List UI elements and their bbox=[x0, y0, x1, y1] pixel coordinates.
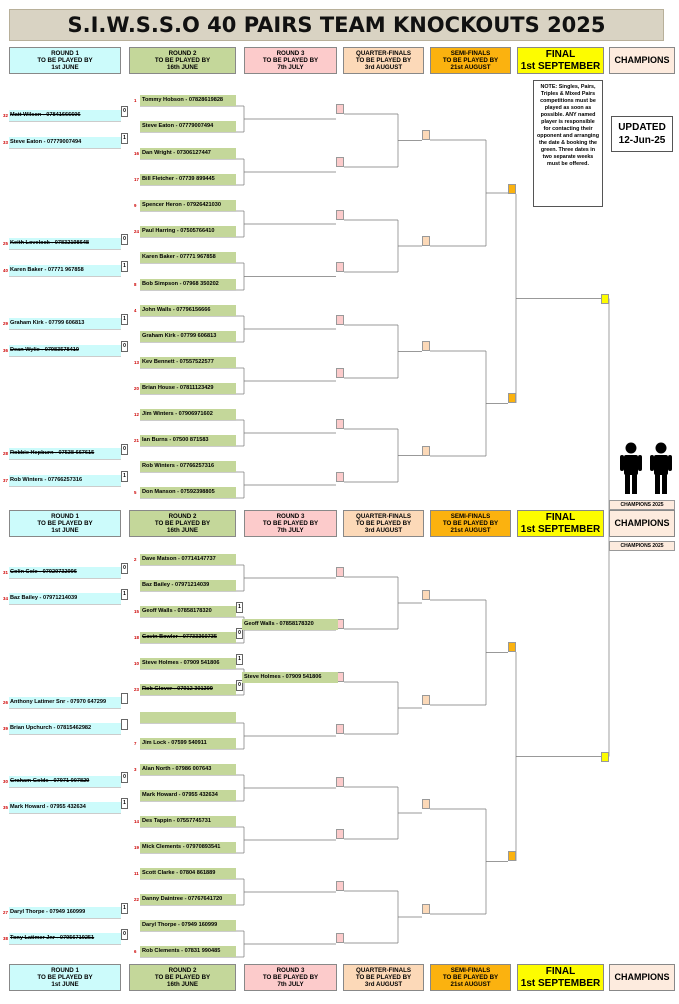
header-round3 bbox=[244, 964, 337, 991]
header-final bbox=[517, 510, 604, 537]
round3-slot bbox=[336, 777, 344, 787]
header-round2 bbox=[129, 47, 236, 74]
score-box: 0 bbox=[121, 106, 128, 117]
header-champions: CHAMPIONS bbox=[609, 510, 675, 537]
header-line: ROUND 2 bbox=[168, 512, 197, 520]
round1-player: Robbie Hepburn - 07538 667615 bbox=[9, 448, 121, 459]
seed-number: 13 bbox=[134, 360, 139, 365]
round2-player: John Walls - 07796156666 bbox=[140, 305, 236, 316]
seed-number: 21 bbox=[134, 438, 139, 443]
seed-number: 10 bbox=[134, 661, 139, 666]
semi-final-slot bbox=[508, 851, 516, 861]
round1-player: Dean Wylie - 07983578419 bbox=[9, 345, 121, 356]
score-box bbox=[121, 693, 128, 704]
rules-note: NOTE: Singles, Pairs, Triples & Mixed Pairs competitions must be played as soon as possible. ANY named player is responsible for contacting their opponent and arranging the date & booking the green. Three dates in two separate weeks must be offered. bbox=[533, 80, 603, 207]
round2-player: Geoff Walls - 07858178320 bbox=[140, 606, 236, 617]
header-line: FINAL bbox=[545, 966, 576, 977]
round2-player: Tommy Hobson - 07828619828 bbox=[140, 95, 236, 106]
champions-2025-label: CHAMPIONS 2025 bbox=[609, 500, 675, 510]
seed-number: 8 bbox=[134, 282, 137, 287]
header-line: 1st JUNE bbox=[51, 64, 79, 72]
round2-player: Kev Bennett - 07557522577 bbox=[140, 357, 236, 368]
seed-number: 20 bbox=[134, 386, 139, 391]
header-sf bbox=[430, 47, 511, 74]
round1-player: Keith Lovelock - 07832198648 bbox=[9, 238, 121, 249]
header-line: TO BE PLAYED BY bbox=[262, 519, 319, 527]
header-final bbox=[517, 964, 604, 991]
header-round1 bbox=[9, 510, 121, 537]
round3-player: Geoff Walls - 07858178320 bbox=[242, 619, 338, 630]
round2-player: Spencer Heron - 07926421030 bbox=[140, 200, 236, 211]
seed-number: 34 bbox=[3, 596, 8, 601]
seed-number: 29 bbox=[3, 321, 8, 326]
round2-player: Baz Bailey - 07971214039 bbox=[140, 580, 236, 591]
seed-number: 33 bbox=[3, 140, 8, 145]
header-line: ROUND 1 bbox=[51, 966, 79, 974]
round2-player: Jim Lock - 07599 540911 bbox=[140, 738, 236, 749]
header-round3 bbox=[244, 47, 337, 74]
round2-player: Bill Fletcher - 07739 899445 bbox=[140, 174, 236, 185]
quarter-final-slot bbox=[422, 236, 430, 246]
round2-player: Steve Holmes - 07909 541806 bbox=[140, 658, 236, 669]
round2-player: Alan North - 07986 007643 bbox=[140, 764, 236, 775]
quarter-final-slot bbox=[422, 446, 430, 456]
round1-player: Colin Cole - 07929732996 bbox=[9, 567, 121, 578]
header-qf bbox=[343, 964, 424, 991]
round2-player: Jim Winters - 07906971602 bbox=[140, 409, 236, 420]
round2-player: Steve Eaton - 07779007494 bbox=[140, 121, 236, 132]
seed-number: 14 bbox=[134, 819, 139, 824]
header-line: TO BE PLAYED BY bbox=[37, 973, 93, 981]
header-line: ROUND 3 bbox=[276, 966, 305, 974]
header-line: 1st SEPTEMBER bbox=[520, 60, 601, 72]
round1-player: Graham Kirk - 07799 606813 bbox=[9, 318, 121, 329]
updated-date: 12-Jun-25 bbox=[618, 135, 666, 146]
seed-number: 38 bbox=[3, 936, 8, 941]
header-line: TO BE PLAYED BY bbox=[442, 973, 499, 981]
score-box: 1 bbox=[121, 798, 128, 809]
round3-slot bbox=[336, 472, 344, 482]
round2-player: Karen Baker - 07771 967858 bbox=[140, 252, 236, 263]
header-line: 16th JUNE bbox=[167, 981, 198, 989]
round1-player: Graham Golds - 07971 007829 bbox=[9, 776, 121, 787]
header-champions: CHAMPIONS bbox=[609, 47, 675, 74]
semi-final-slot bbox=[508, 642, 516, 652]
header-qf bbox=[343, 510, 424, 537]
seed-number: 32 bbox=[3, 113, 8, 118]
score-box: 0 bbox=[121, 234, 128, 245]
header-line: ROUND 1 bbox=[51, 49, 79, 57]
header-line: 7th JULY bbox=[277, 527, 304, 535]
header-line: 7th JULY bbox=[277, 64, 304, 72]
seed-number: 18 bbox=[134, 635, 139, 640]
champions-2025-label-bottom: CHAMPIONS 2025 bbox=[609, 541, 675, 551]
header-final bbox=[517, 47, 604, 74]
seed-number: 22 bbox=[134, 897, 139, 902]
header-line: 1st JUNE bbox=[51, 527, 79, 535]
round2-player: Paul Harring - 07505766410 bbox=[140, 226, 236, 237]
round1-player: Baz Bailey - 07971214039 bbox=[9, 593, 121, 604]
seed-number: 27 bbox=[3, 910, 8, 915]
seed-number: 37 bbox=[3, 478, 8, 483]
header-line: SEMI-FINALS bbox=[450, 512, 491, 520]
header-line: TO BE PLAYED BY bbox=[37, 519, 93, 527]
header-line: SEMI-FINALS bbox=[450, 966, 491, 974]
seed-number: 11 bbox=[134, 871, 139, 876]
seed-number: 5 bbox=[134, 490, 137, 495]
quarter-final-slot bbox=[422, 904, 430, 914]
round2-player: Brian House - 07811123429 bbox=[140, 383, 236, 394]
header-line: 21st AUGUST bbox=[450, 527, 491, 535]
seed-number: 39 bbox=[3, 726, 8, 731]
header-line: 16th JUNE bbox=[167, 64, 198, 72]
seed-number: 24 bbox=[134, 229, 139, 234]
round3-slot bbox=[336, 210, 344, 220]
header-line: QUARTER-FINALS bbox=[356, 49, 411, 57]
header-line: TO BE PLAYED BY bbox=[355, 973, 412, 981]
seed-number: 40 bbox=[3, 268, 8, 273]
header-line: 3rd AUGUST bbox=[364, 527, 403, 535]
header-line: QUARTER-FINALS bbox=[356, 966, 411, 974]
score-box: 0 bbox=[121, 772, 128, 783]
quarter-final-slot bbox=[422, 590, 430, 600]
round2-player: Gavin Bowler - 07733360735 bbox=[140, 632, 236, 643]
score-box: 1 bbox=[236, 654, 243, 665]
final-slot bbox=[601, 752, 609, 762]
champions-people-icon bbox=[615, 441, 677, 495]
round3-slot bbox=[336, 567, 344, 577]
round2-player: Mick Clements - 07970893541 bbox=[140, 842, 236, 853]
header-line: TO BE PLAYED BY bbox=[442, 519, 499, 527]
round3-slot bbox=[336, 829, 344, 839]
round3-slot bbox=[336, 368, 344, 378]
header-line: 7th JULY bbox=[277, 981, 304, 989]
header-line: FINAL bbox=[545, 512, 576, 523]
header-line: 3rd AUGUST bbox=[364, 981, 403, 989]
header-round2 bbox=[129, 964, 236, 991]
seed-number: 12 bbox=[134, 412, 139, 417]
seed-number: 7 bbox=[134, 741, 137, 746]
header-round1 bbox=[9, 47, 121, 74]
semi-final-slot bbox=[508, 184, 516, 194]
updated-box bbox=[611, 116, 673, 152]
header-line: TO BE PLAYED BY bbox=[442, 56, 499, 64]
header-line: TO BE PLAYED BY bbox=[355, 519, 412, 527]
seed-number: 28 bbox=[3, 451, 8, 456]
score-box: 0 bbox=[121, 444, 128, 455]
seed-number: 36 bbox=[3, 348, 8, 353]
score-box: 0 bbox=[121, 563, 128, 574]
header-qf bbox=[343, 47, 424, 74]
seed-number: 26 bbox=[3, 700, 8, 705]
round2-player: Graham Kirk - 07799 606813 bbox=[140, 331, 236, 342]
round3-slot bbox=[336, 881, 344, 891]
round1-player: Daryl Thorpe - 07949 160999 bbox=[9, 907, 121, 918]
seed-number: 4 bbox=[134, 308, 137, 313]
header-round1 bbox=[9, 964, 121, 991]
round3-slot bbox=[336, 419, 344, 429]
round2-player: Mark Howard - 07955 432634 bbox=[140, 790, 236, 801]
round3-slot bbox=[336, 104, 344, 114]
score-box: 0 bbox=[236, 680, 243, 691]
quarter-final-slot bbox=[422, 130, 430, 140]
round3-slot bbox=[336, 315, 344, 325]
round1-player: Rob Winters - 07766257316 bbox=[9, 475, 121, 486]
header-line: ROUND 3 bbox=[276, 512, 305, 520]
round3-slot bbox=[336, 262, 344, 272]
header-line: TO BE PLAYED BY bbox=[262, 56, 319, 64]
round2-player: Dave Matson - 07714147737 bbox=[140, 554, 236, 565]
header-line: TO BE PLAYED BY bbox=[154, 519, 211, 527]
seed-number: 17 bbox=[134, 177, 139, 182]
seed-number: 3 bbox=[134, 767, 137, 772]
round2-player: Dan Wright - 07306127447 bbox=[140, 148, 236, 159]
header-line: 1st SEPTEMBER bbox=[520, 523, 601, 535]
round1-player: Tony Latimer Jnr - 07956719251 bbox=[9, 933, 121, 944]
header-line: 21st AUGUST bbox=[450, 64, 491, 72]
seed-number: 23 bbox=[134, 687, 139, 692]
seed-number: 1 bbox=[134, 98, 137, 103]
semi-final-slot bbox=[508, 393, 516, 403]
header-round3 bbox=[244, 510, 337, 537]
score-box: 1 bbox=[121, 903, 128, 914]
score-box: 0 bbox=[121, 341, 128, 352]
round1-player: Brian Upchurch - 07815462982 bbox=[9, 723, 121, 734]
round3-slot bbox=[336, 933, 344, 943]
quarter-final-slot bbox=[422, 341, 430, 351]
header-line: 16th JUNE bbox=[167, 527, 198, 535]
header-sf bbox=[430, 964, 511, 991]
header-line: ROUND 3 bbox=[276, 49, 305, 57]
round2-player bbox=[140, 712, 236, 723]
quarter-final-slot bbox=[422, 799, 430, 809]
seed-number: 30 bbox=[3, 779, 8, 784]
round2-player: Des Tappin - 07557745731 bbox=[140, 816, 236, 827]
header-line: ROUND 2 bbox=[168, 49, 197, 57]
round2-player: Rob Winters - 07766257316 bbox=[140, 461, 236, 472]
header-line: ROUND 2 bbox=[168, 966, 197, 974]
page-title: S.I.W.S.S.O 40 PAIRS TEAM KNOCKOUTS 2025 bbox=[9, 9, 664, 41]
score-box bbox=[121, 719, 128, 730]
seed-number: 15 bbox=[134, 609, 139, 614]
round2-player: Rob Glover - 07912 301309 bbox=[140, 684, 236, 695]
round2-player: Ian Burns - 07500 871583 bbox=[140, 435, 236, 446]
header-line: FINAL bbox=[545, 49, 576, 60]
score-box: 1 bbox=[121, 261, 128, 272]
round1-player: Steve Eaton - 07779007494 bbox=[9, 137, 121, 148]
round2-player: Don Manson - 07592398805 bbox=[140, 487, 236, 498]
seed-number: 16 bbox=[134, 151, 139, 156]
round2-player: Daryl Thorpe - 07949 160999 bbox=[140, 920, 236, 931]
round1-player: Karen Baker - 07771 967858 bbox=[9, 265, 121, 276]
final-slot bbox=[601, 294, 609, 304]
seed-number: 31 bbox=[3, 570, 8, 575]
score-box: 1 bbox=[236, 602, 243, 613]
score-box: 1 bbox=[121, 314, 128, 325]
round2-player: Rob Clements - 07831 990485 bbox=[140, 946, 236, 957]
round3-slot bbox=[336, 724, 344, 734]
round2-player: Danny Daintree - 07767641720 bbox=[140, 894, 236, 905]
header-line: TO BE PLAYED BY bbox=[154, 56, 211, 64]
header-line: ROUND 1 bbox=[51, 512, 79, 520]
header-line: 1st JUNE bbox=[51, 981, 79, 989]
seed-number: 35 bbox=[3, 805, 8, 810]
header-sf bbox=[430, 510, 511, 537]
round3-player: Steve Holmes - 07909 541806 bbox=[242, 672, 338, 683]
score-box: 1 bbox=[121, 471, 128, 482]
round1-player: Mark Howard - 07955 432634 bbox=[9, 802, 121, 813]
score-box: 0 bbox=[236, 628, 243, 639]
quarter-final-slot bbox=[422, 695, 430, 705]
round1-player: Anthony Latimer Snr - 07970 647299 bbox=[9, 697, 121, 708]
score-box: 1 bbox=[121, 589, 128, 600]
round1-player: Matt Wilson - 07841666606 bbox=[9, 110, 121, 121]
header-line: TO BE PLAYED BY bbox=[262, 973, 319, 981]
score-box: 0 bbox=[121, 929, 128, 940]
header-line: TO BE PLAYED BY bbox=[154, 973, 211, 981]
seed-number: 6 bbox=[134, 949, 137, 954]
header-line: 3rd AUGUST bbox=[364, 64, 403, 72]
round2-player: Scott Clarke - 07804 861889 bbox=[140, 868, 236, 879]
header-line: QUARTER-FINALS bbox=[356, 512, 411, 520]
seed-number: 25 bbox=[3, 241, 8, 246]
round3-slot bbox=[336, 157, 344, 167]
header-line: TO BE PLAYED BY bbox=[355, 56, 412, 64]
round2-player: Bob Simpson - 07968 350202 bbox=[140, 279, 236, 290]
score-box: 1 bbox=[121, 133, 128, 144]
header-line: 1st SEPTEMBER bbox=[520, 977, 601, 989]
header-champions: CHAMPIONS bbox=[609, 964, 675, 991]
seed-number: 19 bbox=[134, 845, 139, 850]
header-line: TO BE PLAYED BY bbox=[37, 56, 93, 64]
header-line: SEMI-FINALS bbox=[450, 49, 491, 57]
seed-number: 2 bbox=[134, 557, 137, 562]
header-line: 21st AUGUST bbox=[450, 981, 491, 989]
seed-number: 9 bbox=[134, 203, 137, 208]
header-round2 bbox=[129, 510, 236, 537]
updated-label: UPDATED bbox=[618, 122, 666, 133]
